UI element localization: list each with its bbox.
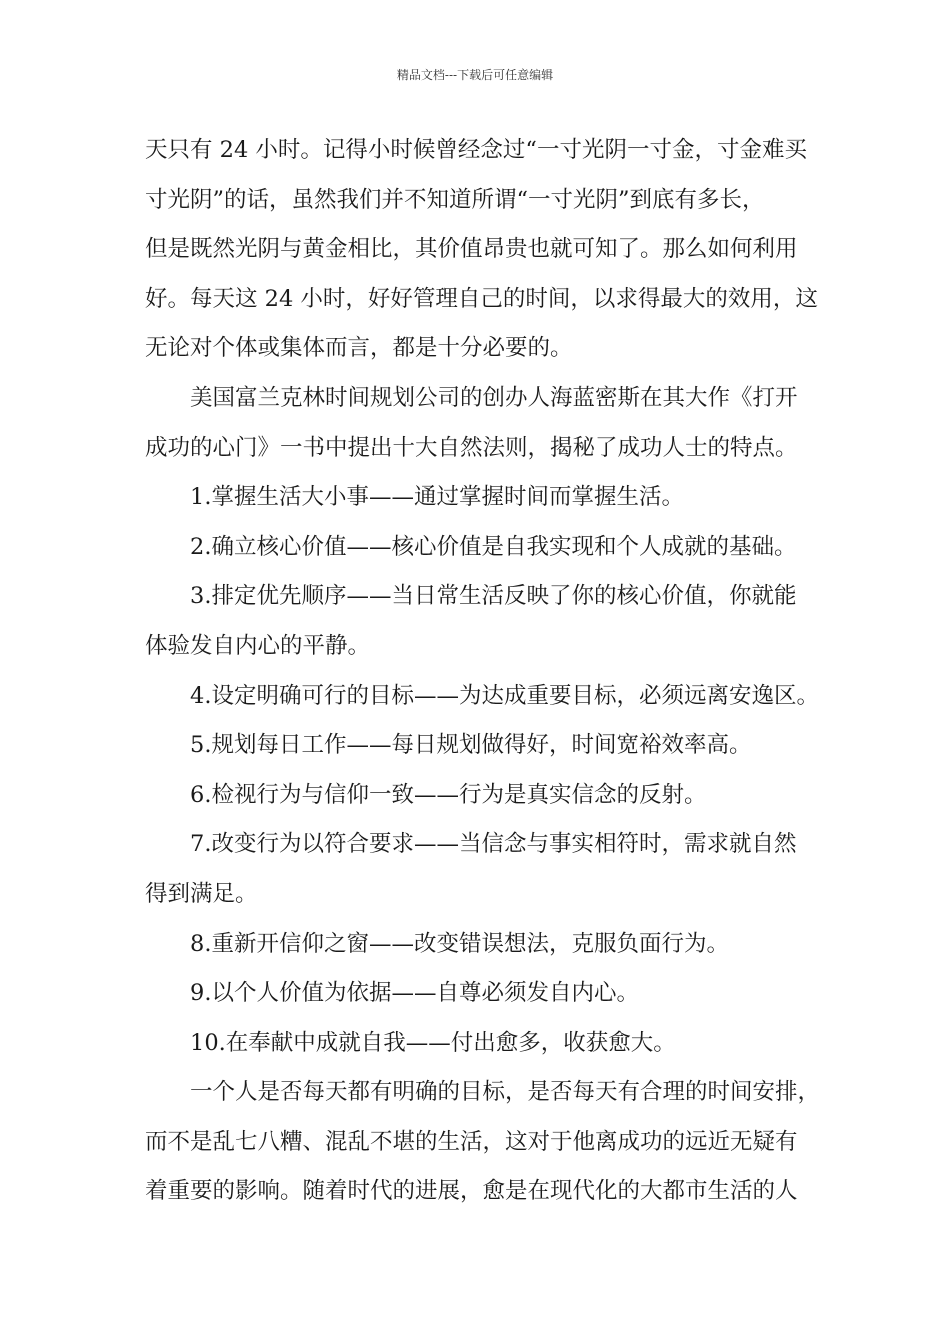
list-item: 4.设定明确可行的目标——为达成重要目标，必须远离安逸区。 [190,682,819,709]
text-line: 成功的心门》一书中提出十大自然法则，揭秘了成功人士的特点。 [145,434,798,461]
list-item: 3.排定优先顺序——当日常生活反映了你的核心价值，你就能 [190,583,797,610]
text-line: 美国富兰克林时间规划公司的创办人海蓝密斯在其大作《打开 [190,384,798,411]
list-item: 8.重新开信仰之窗——改变错误想法，克服负面行为。 [190,930,729,957]
list-item: 6.检视行为与信仰一致——行为是真实信念的反射。 [190,781,707,808]
list-item: 9.以个人价值为依据——自尊必须发自内心。 [190,980,639,1007]
page-header: 精品文档---下载后可任意编辑 [396,68,554,82]
list-item: 7.改变行为以符合要求——当信念与事实相符时，需求就自然 [190,831,797,858]
text-line: 好。每天这 24 小时，好好管理自己的时间，以求得最大的效用，这 [145,285,818,312]
list-item: 5.规划每日工作——每日规划做得好，时间宽裕效率高。 [190,732,752,759]
text-line: 体验发自内心的平静。 [145,632,371,659]
list-item: 2.确立核心价值——核心价值是自我实现和个人成就的基础。 [190,533,797,560]
text-line: 但是既然光阴与黄金相比，其价值昂贵也就可知了。那么如何利用 [145,236,798,263]
text-line: 着重要的影响。随着时代的进展，愈是在现代化的大都市生活的人 [145,1178,798,1205]
list-item: 10.在奉献中成就自我——付出愈多，收获愈大。 [190,1029,676,1056]
list-item: 1.掌握生活大小事——通过掌握时间而掌握生活。 [190,484,684,511]
text-line: 而不是乱七八糟、混乱不堪的生活，这对于他离成功的远近无疑有 [145,1128,798,1155]
document-body [145,126,821,1217]
text-line: 一个人是否每天都有明确的目标，是否每天有合理的时间安排， [190,1079,821,1106]
text-line: 天只有 24 小时。记得小时候曾经念过“一寸光阴一寸金，寸金难买 [145,137,807,163]
text-line: 寸光阴”的话，虽然我们并不知道所谓“一寸光阴”到底有多长， [145,186,765,213]
text-line: 无论对个体或集体而言，都是十分必要的。 [145,335,573,362]
text-line: 得到满足。 [145,880,258,907]
